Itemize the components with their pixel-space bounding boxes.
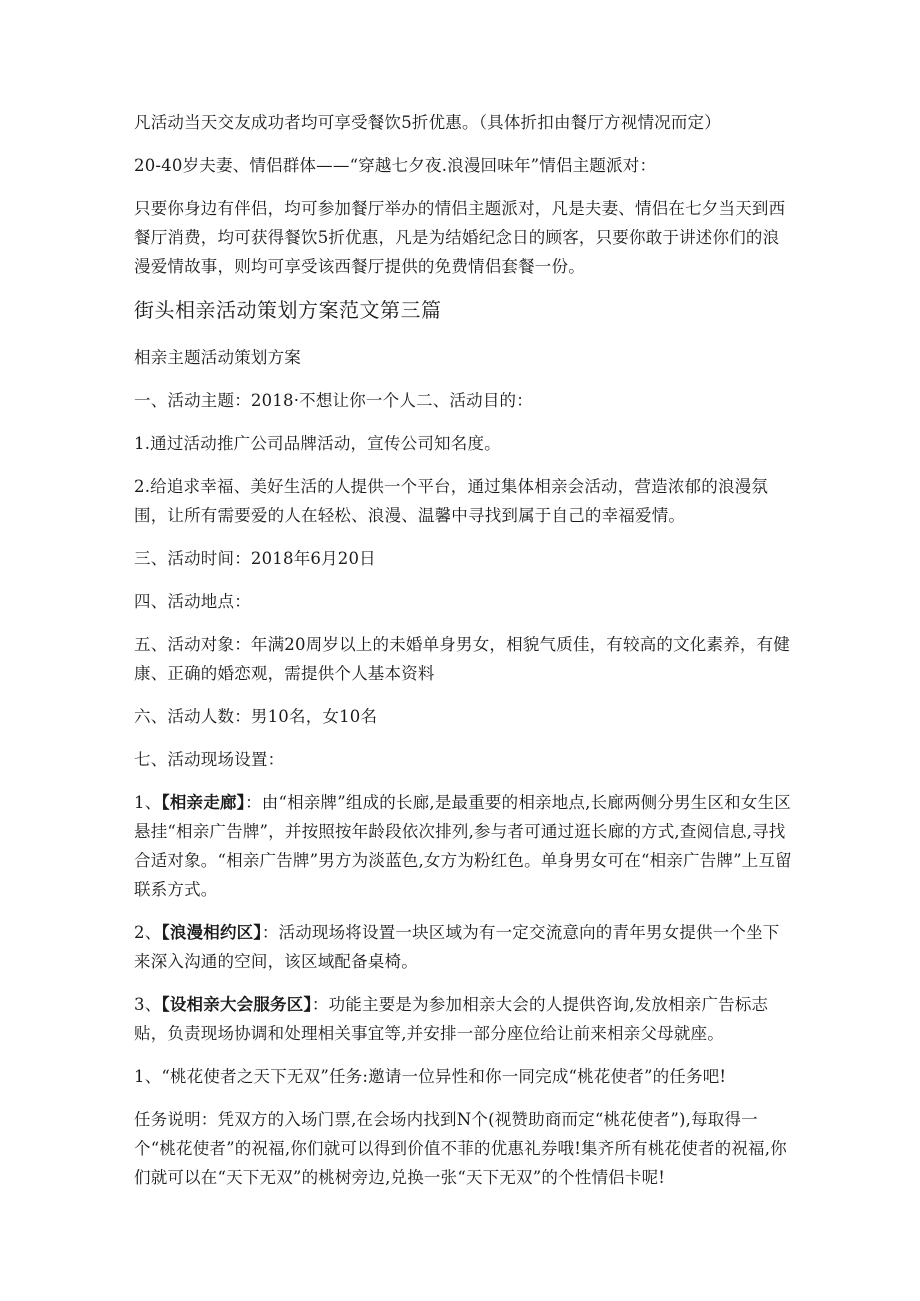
section-heading: 街头相亲活动策划方案范文第三篇 <box>134 298 442 322</box>
body-paragraph: 1.通过活动推广公司品牌活动，宣传公司知名度。 <box>134 434 501 453</box>
item-title: 【浪漫相约区】 <box>161 923 262 942</box>
body-paragraph: 20-40岁夫妻、情侣群体——“穿越七夕夜.浪漫回味年”情侣主题派对： <box>134 156 657 175</box>
setup-item-paragraph <box>134 788 794 904</box>
body-paragraph: 只要你身边有伴侣，均可参加餐厅举办的情侣主题派对，凡是夫妻、情侣在七夕当天到西餐厅消费，均可获得餐饮5折优惠，凡是为结婚纪念日的顾客，只要你敢于讲述你们的浪漫爱情故事，则均可享受该西餐厅提供的免费情侣套餐一份。 <box>134 199 786 276</box>
item-title: 【相亲走廊】 <box>161 793 246 812</box>
item-number: 1、 <box>134 793 162 812</box>
body-paragraph: 三、活动时间：2018年6月20日 <box>134 549 376 568</box>
item-description: ：活动现场将设置一块区域为有一定交流意向的青年男女提供一个坐下来深入沟通的空间，该区域配备桌椅。 <box>134 923 780 971</box>
body-paragraph: 五、活动对象：年满20周岁以上的未婚单身男女，相貌气质佳，有较高的文化素养，有健康、正确的婚恋观，需提供个人基本资料 <box>134 635 790 683</box>
item-number: 2、 <box>134 923 162 942</box>
body-paragraph: 四、活动地点： <box>134 592 251 611</box>
item-description: ：由“相亲牌”组成的长廊,是最重要的相亲地点,长廊两侧分男生区和女生区悬挂“相亲广告牌”，并按照按年龄段依次排列,参与者可通过逛长廊的方式,查阅信息,寻找合适对象。“相亲广告牌”男方为淡蓝色,女方为粉红色。单身男女可在“相亲广告牌”上互留联系方式。 <box>134 793 792 899</box>
item-description: ：功能主要是为参加相亲大会的人提供咨询,发放相亲广告标志贴，负责现场协调和处理相关事宜等,并安排一部分座位给让前来相亲父母就座。 <box>134 995 769 1043</box>
body-paragraph: 一、活动主题：2018·不想让你一个人二、活动目的： <box>134 391 533 410</box>
body-paragraph: 任务说明：凭双方的入场门票,在会场内找到N个(视赞助商而定“桃花使者”),每取得一个“桃花使者”的祝福,你们就可以得到价值不菲的优惠礼券哦!集齐所有桃花使者的祝福,你们就可以在“天下无双”的桃树旁边,兑换一张“天下无双”的个性情侣卡呢! <box>134 1110 787 1187</box>
body-paragraph: 相亲主题活动策划方案 <box>134 348 301 367</box>
body-paragraph: 七、活动现场设置： <box>134 750 285 769</box>
body-paragraph: 1、“桃花使者之天下无双”任务:邀请一位异性和你一同完成“桃花使者”的任务吧! <box>134 1067 727 1086</box>
body-paragraph: 2.给追求幸福、美好生活的人提供一个平台，通过集体相亲会活动，营造浓郁的浪漫氛围，让所有需要爱的人在轻松、浪漫、温馨中寻找到属于自己的幸福爱情。 <box>134 477 769 525</box>
body-paragraph: 六、活动人数：男10名，女10名 <box>134 707 378 726</box>
body-paragraph: 凡活动当天交友成功者均可享受餐饮5折优惠。（具体折扣由餐厅方视情况而定） <box>134 113 721 132</box>
item-title: 【设相亲大会服务区】 <box>161 995 312 1014</box>
setup-item-paragraph <box>134 990 794 1048</box>
document-body <box>134 108 794 1206</box>
item-number: 3、 <box>134 995 162 1014</box>
setup-item-paragraph <box>134 918 794 976</box>
